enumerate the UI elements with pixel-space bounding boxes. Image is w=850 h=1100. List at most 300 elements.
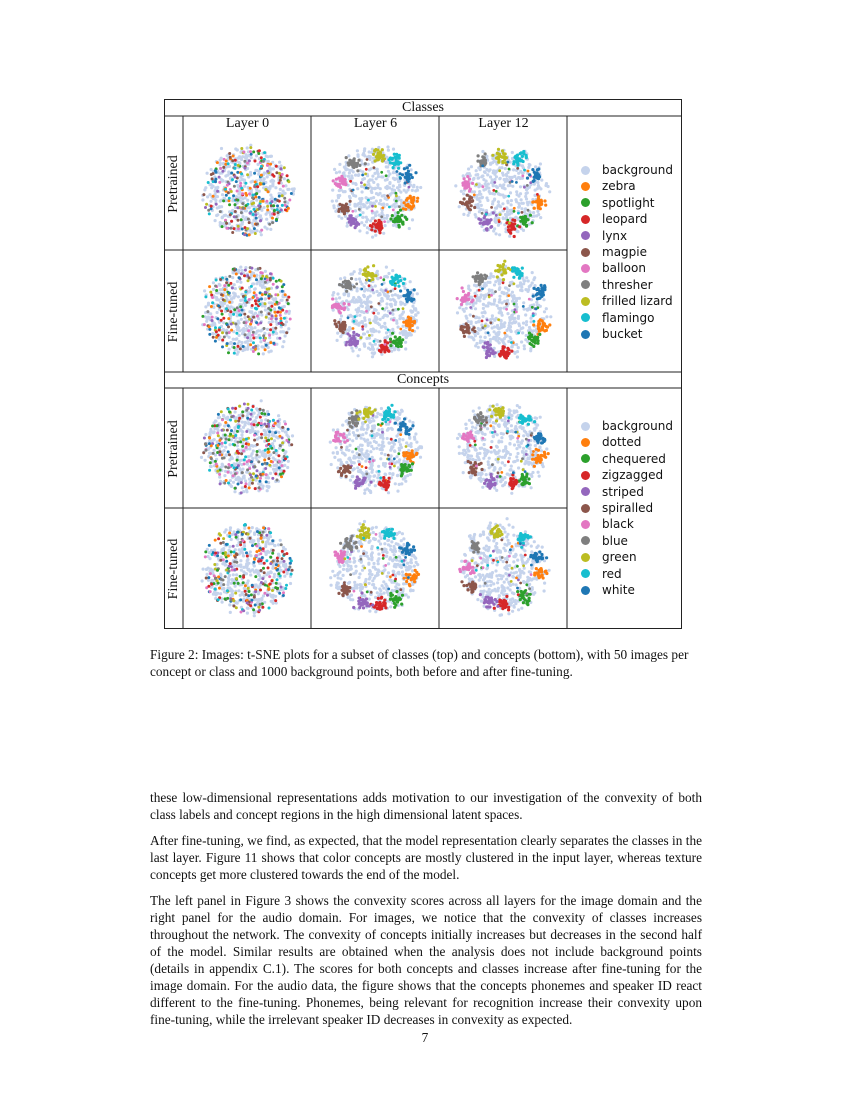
scatter-point bbox=[385, 294, 388, 297]
scatter-point bbox=[256, 469, 259, 472]
scatter-point bbox=[526, 187, 529, 190]
scatter-point bbox=[275, 301, 278, 304]
scatter-point bbox=[231, 276, 234, 279]
scatter-point bbox=[510, 199, 513, 202]
scatter-point bbox=[399, 295, 402, 298]
scatter-point bbox=[239, 299, 242, 302]
scatter-point bbox=[236, 459, 239, 462]
scatter-point bbox=[479, 168, 482, 171]
scatter-point bbox=[517, 285, 520, 288]
scatter-point bbox=[331, 304, 334, 307]
scatter-point bbox=[253, 439, 256, 442]
scatter-point bbox=[230, 485, 233, 488]
scatter-point bbox=[542, 298, 545, 301]
scatter-point bbox=[358, 314, 361, 317]
scatter-point bbox=[248, 483, 251, 486]
scatter-point bbox=[513, 235, 516, 238]
scatter-point bbox=[259, 483, 262, 486]
scatter-point bbox=[253, 274, 256, 277]
scatter-point bbox=[462, 174, 465, 177]
scatter-point bbox=[260, 229, 263, 232]
scatter-point bbox=[212, 281, 215, 284]
scatter-point bbox=[221, 216, 224, 219]
scatter-point bbox=[482, 346, 485, 349]
scatter-point bbox=[228, 275, 231, 278]
scatter-point bbox=[484, 182, 487, 185]
scatter-point bbox=[404, 216, 407, 219]
scatter-point bbox=[371, 225, 374, 228]
scatter-point bbox=[365, 281, 368, 284]
scatter-point bbox=[529, 214, 532, 217]
scatter-point bbox=[474, 278, 477, 281]
scatter-point bbox=[527, 279, 530, 282]
scatter-point bbox=[262, 334, 265, 337]
scatter-point bbox=[267, 476, 270, 479]
scatter-point bbox=[347, 164, 350, 167]
scatter-point bbox=[275, 332, 278, 335]
scatter-point bbox=[227, 466, 230, 469]
scatter-point bbox=[236, 444, 239, 447]
scatter-point bbox=[536, 187, 539, 190]
scatter-point bbox=[235, 180, 238, 183]
scatter-point bbox=[494, 338, 497, 341]
scatter-point bbox=[348, 221, 351, 224]
scatter-point bbox=[210, 305, 213, 308]
scatter-point bbox=[523, 210, 526, 213]
scatter-point bbox=[337, 321, 340, 324]
scatter-point bbox=[414, 171, 417, 174]
scatter-point bbox=[402, 294, 405, 297]
scatter-point bbox=[244, 299, 247, 302]
scatter-point bbox=[503, 300, 506, 303]
scatter-point bbox=[252, 316, 255, 319]
scatter-point bbox=[254, 300, 257, 303]
scatter-point bbox=[505, 308, 508, 311]
scatter-point bbox=[485, 180, 488, 183]
scatter-point bbox=[271, 221, 274, 224]
scatter-point bbox=[259, 340, 262, 343]
scatter-point bbox=[270, 305, 273, 308]
scatter-point bbox=[383, 350, 386, 353]
scatter-point bbox=[248, 233, 251, 236]
scatter-point bbox=[375, 192, 378, 195]
scatter-point bbox=[344, 178, 347, 181]
scatter-point bbox=[277, 431, 280, 434]
scatter-point bbox=[287, 302, 290, 305]
scatter-point bbox=[366, 298, 369, 301]
scatter-point bbox=[381, 175, 384, 178]
scatter-point bbox=[241, 414, 244, 417]
scatter-point bbox=[494, 290, 497, 293]
scatter-point bbox=[269, 272, 272, 275]
scatter-point bbox=[411, 305, 414, 308]
scatter-point bbox=[224, 446, 227, 449]
scatter-point bbox=[536, 210, 539, 213]
scatter-point bbox=[208, 452, 211, 455]
scatter-point bbox=[370, 167, 373, 170]
scatter-point bbox=[522, 322, 525, 325]
scatter-point bbox=[208, 432, 211, 435]
scatter-point bbox=[520, 340, 523, 343]
scatter-point bbox=[253, 208, 256, 211]
scatter-point bbox=[234, 440, 237, 443]
scatter-point bbox=[369, 158, 372, 161]
scatter-point bbox=[378, 192, 381, 195]
scatter-point bbox=[248, 192, 251, 195]
scatter-point bbox=[257, 267, 260, 270]
scatter-point bbox=[467, 201, 470, 204]
scatter-point bbox=[548, 190, 551, 193]
scatter-point bbox=[392, 148, 395, 151]
scatter-point bbox=[375, 290, 378, 293]
scatter-point bbox=[263, 206, 266, 209]
scatter-point bbox=[241, 445, 244, 448]
scatter-point bbox=[368, 318, 371, 321]
scatter-point bbox=[267, 485, 270, 488]
scatter-point bbox=[509, 177, 512, 180]
scatter-point bbox=[545, 182, 548, 185]
scatter-point bbox=[287, 180, 290, 183]
scatter-point bbox=[476, 271, 479, 274]
scatter-point bbox=[274, 468, 277, 471]
scatter-point bbox=[250, 153, 253, 156]
scatter-point bbox=[279, 444, 282, 447]
scatter-point bbox=[218, 439, 221, 442]
scatter-point bbox=[491, 314, 494, 317]
scatter-point bbox=[379, 340, 382, 343]
scatter-point bbox=[281, 464, 284, 467]
scatter-point bbox=[254, 487, 257, 490]
scatter-point bbox=[219, 210, 222, 213]
scatter-point bbox=[469, 313, 472, 316]
scatter-point bbox=[274, 311, 277, 314]
scatter-point bbox=[367, 199, 370, 202]
scatter-point bbox=[215, 463, 218, 466]
scatter-point bbox=[408, 324, 411, 327]
scatter-point bbox=[278, 306, 281, 309]
scatter-point bbox=[543, 199, 546, 202]
scatter-point bbox=[283, 201, 286, 204]
scatter-point bbox=[357, 159, 360, 162]
scatter-point bbox=[215, 330, 218, 333]
scatter-point bbox=[272, 277, 275, 280]
scatter-point bbox=[269, 445, 272, 448]
scatter-point bbox=[242, 426, 245, 429]
scatter-point bbox=[414, 313, 417, 316]
scatter-point bbox=[281, 441, 284, 444]
scatter-point bbox=[380, 171, 383, 174]
scatter-point bbox=[392, 209, 395, 212]
scatter-point bbox=[545, 307, 548, 310]
scatter-point bbox=[352, 300, 355, 303]
scatter-point bbox=[338, 203, 341, 206]
scatter-point bbox=[264, 302, 267, 305]
scatter-point bbox=[234, 175, 237, 178]
scatter-point bbox=[214, 326, 217, 329]
scatter-point bbox=[284, 192, 287, 195]
scatter-point bbox=[259, 408, 262, 411]
scatter-point bbox=[249, 146, 252, 149]
scatter-point bbox=[489, 162, 492, 165]
scatter-point bbox=[228, 197, 231, 200]
scatter-point bbox=[354, 315, 357, 318]
scatter-point bbox=[395, 200, 398, 203]
scatter-point bbox=[225, 194, 228, 197]
scatter-point bbox=[343, 166, 346, 169]
scatter-point bbox=[291, 188, 294, 191]
scatter-point bbox=[266, 278, 269, 281]
scatter-point bbox=[405, 172, 408, 175]
scatter-point bbox=[517, 346, 520, 349]
scatter-point bbox=[477, 280, 480, 283]
scatter-point bbox=[523, 169, 526, 172]
scatter-point bbox=[265, 344, 268, 347]
scatter-point bbox=[498, 265, 501, 268]
scatter-point bbox=[244, 341, 247, 344]
scatter-point bbox=[505, 216, 508, 219]
scatter-point bbox=[211, 296, 214, 299]
scatter-point bbox=[506, 219, 509, 222]
scatter-point bbox=[502, 187, 505, 190]
scatter-point bbox=[213, 427, 216, 430]
scatter-point bbox=[475, 284, 478, 287]
scatter-point bbox=[338, 163, 341, 166]
scatter-point bbox=[498, 155, 501, 158]
scatter-point bbox=[491, 317, 494, 320]
scatter-point bbox=[360, 181, 363, 184]
scatter-point bbox=[255, 416, 258, 419]
scatter-point bbox=[534, 165, 537, 168]
scatter-point bbox=[506, 353, 509, 356]
scatter-point bbox=[394, 335, 397, 338]
scatter-point bbox=[402, 317, 405, 320]
scatter-point bbox=[498, 337, 501, 340]
scatter-point bbox=[397, 326, 400, 329]
scatter-point bbox=[502, 263, 505, 266]
scatter-point bbox=[241, 192, 244, 195]
scatter-point bbox=[254, 232, 257, 235]
scatter-point bbox=[379, 344, 382, 347]
scatter-point bbox=[267, 457, 270, 460]
scatter-point bbox=[348, 203, 351, 206]
scatter-point bbox=[501, 291, 504, 294]
scatter-point bbox=[266, 170, 269, 173]
scatter-point bbox=[411, 189, 414, 192]
scatter-point bbox=[502, 174, 505, 177]
scatter-point bbox=[264, 462, 267, 465]
scatter-point bbox=[467, 326, 470, 329]
scatter-point bbox=[379, 154, 382, 157]
scatter-point bbox=[416, 326, 419, 329]
scatter-point bbox=[243, 321, 246, 324]
scatter-point bbox=[458, 306, 461, 309]
scatter-point bbox=[521, 272, 524, 275]
scatter-point bbox=[208, 193, 211, 196]
scatter-point bbox=[519, 177, 522, 180]
scatter-point bbox=[237, 426, 240, 429]
scatter-point bbox=[417, 311, 420, 314]
scatter-point bbox=[204, 433, 207, 436]
scatter-point bbox=[211, 425, 214, 428]
scatter-point bbox=[229, 313, 232, 316]
scatter-point bbox=[249, 473, 252, 476]
scatter-point bbox=[388, 158, 391, 161]
scatter-point bbox=[389, 338, 392, 341]
scatter-point bbox=[509, 325, 512, 328]
scatter-point bbox=[386, 220, 389, 223]
scatter-point bbox=[234, 159, 237, 162]
scatter-point bbox=[283, 166, 286, 169]
scatter-point bbox=[283, 177, 286, 180]
scatter-point bbox=[205, 320, 208, 323]
scatter-point bbox=[345, 290, 348, 293]
scatter-point bbox=[339, 185, 342, 188]
scatter-point bbox=[242, 295, 245, 298]
scatter-point bbox=[374, 159, 377, 162]
scatter-point bbox=[281, 309, 284, 312]
scatter-point bbox=[247, 279, 250, 282]
scatter-point bbox=[243, 274, 246, 277]
scatter-point bbox=[287, 312, 290, 315]
scatter-point bbox=[244, 485, 247, 488]
scatter-point bbox=[243, 458, 246, 461]
scatter-point bbox=[234, 292, 237, 295]
scatter-point bbox=[378, 214, 381, 217]
scatter-point bbox=[520, 198, 523, 201]
scatter-point bbox=[277, 425, 280, 428]
scatter-point bbox=[506, 171, 509, 174]
scatter-point bbox=[371, 210, 374, 213]
scatter-point bbox=[532, 314, 535, 317]
scatter-point bbox=[350, 277, 353, 280]
scatter-point bbox=[482, 185, 485, 188]
scatter-point bbox=[331, 189, 334, 192]
scatter-point bbox=[527, 209, 530, 212]
scatter-point bbox=[227, 325, 230, 328]
scatter-point bbox=[377, 294, 380, 297]
scatter-point bbox=[516, 350, 519, 353]
scatter-point bbox=[222, 321, 225, 324]
scatter-point bbox=[412, 298, 415, 301]
scatter-point bbox=[211, 332, 214, 335]
scatter-point bbox=[225, 453, 228, 456]
scatter-point bbox=[493, 198, 496, 201]
scatter-point bbox=[278, 182, 281, 185]
scatter-point bbox=[244, 290, 247, 293]
scatter-point bbox=[397, 308, 400, 311]
scatter-point bbox=[241, 410, 244, 413]
scatter-point bbox=[465, 322, 468, 325]
scatter-point bbox=[217, 416, 220, 419]
scatter-point bbox=[346, 168, 349, 171]
scatter-point bbox=[371, 178, 374, 181]
scatter-point bbox=[343, 302, 346, 305]
scatter-point bbox=[412, 204, 415, 207]
scatter-point bbox=[356, 149, 359, 152]
scatter-point bbox=[348, 334, 351, 337]
scatter-point bbox=[509, 191, 512, 194]
scatter-point bbox=[249, 343, 252, 346]
scatter-point bbox=[412, 196, 415, 199]
scatter-point bbox=[227, 482, 230, 485]
scatter-point bbox=[279, 330, 282, 333]
scatter-point bbox=[282, 449, 285, 452]
scatter-point bbox=[533, 276, 536, 279]
scatter-point bbox=[265, 473, 268, 476]
scatter-point bbox=[410, 201, 413, 204]
scatter-point bbox=[495, 175, 498, 178]
scatter-point bbox=[404, 341, 407, 344]
scatter-point bbox=[234, 203, 237, 206]
scatter-point bbox=[371, 347, 374, 350]
scatter-point bbox=[340, 314, 343, 317]
scatter-point bbox=[245, 430, 248, 433]
scatter-point bbox=[458, 205, 461, 208]
scatter-point bbox=[240, 481, 243, 484]
scatter-point bbox=[473, 206, 476, 209]
scatter-point bbox=[501, 340, 504, 343]
scatter-point bbox=[222, 166, 225, 169]
scatter-point bbox=[268, 334, 271, 337]
scatter-point bbox=[220, 293, 223, 296]
scatter-point bbox=[479, 222, 482, 225]
scatter-point bbox=[204, 206, 207, 209]
scatter-point bbox=[275, 165, 278, 168]
scatter-point bbox=[275, 171, 278, 174]
scatter-point bbox=[283, 317, 286, 320]
scatter-point bbox=[241, 287, 244, 290]
scatter-point bbox=[524, 215, 527, 218]
scatter-point bbox=[384, 343, 387, 346]
scatter-point bbox=[358, 229, 361, 232]
scatter-point bbox=[252, 219, 255, 222]
scatter-point bbox=[486, 173, 489, 176]
scatter-point bbox=[391, 269, 394, 272]
scatter-point bbox=[463, 197, 466, 200]
scatter-point bbox=[492, 189, 495, 192]
scatter-point bbox=[263, 327, 266, 330]
scatter-point bbox=[263, 413, 266, 416]
scatter-point bbox=[386, 145, 389, 148]
scatter-point bbox=[504, 213, 507, 216]
scatter-point bbox=[336, 292, 339, 295]
scatter-point bbox=[369, 328, 372, 331]
scatter-point bbox=[278, 172, 281, 175]
scatter-point bbox=[240, 429, 243, 432]
scatter-point bbox=[515, 158, 518, 161]
scatter-point bbox=[372, 153, 375, 156]
scatter-point bbox=[212, 288, 215, 291]
scatter-point bbox=[285, 320, 288, 323]
scatter-point bbox=[253, 172, 256, 175]
scatter-point bbox=[464, 330, 467, 333]
scatter-point bbox=[233, 490, 236, 493]
scatter-point bbox=[274, 314, 277, 317]
scatter-point bbox=[371, 344, 374, 347]
scatter-point bbox=[245, 446, 248, 449]
scatter-point bbox=[472, 338, 475, 341]
scatter-point bbox=[223, 288, 226, 291]
scatter-point bbox=[512, 276, 515, 279]
scatter-point bbox=[241, 155, 244, 158]
scatter-point bbox=[274, 293, 277, 296]
scatter-point bbox=[379, 276, 382, 279]
scatter-point bbox=[373, 172, 376, 175]
scatter-point bbox=[260, 433, 263, 436]
scatter-point bbox=[485, 304, 488, 307]
scatter-point bbox=[231, 407, 234, 410]
scatter-point bbox=[474, 334, 477, 337]
